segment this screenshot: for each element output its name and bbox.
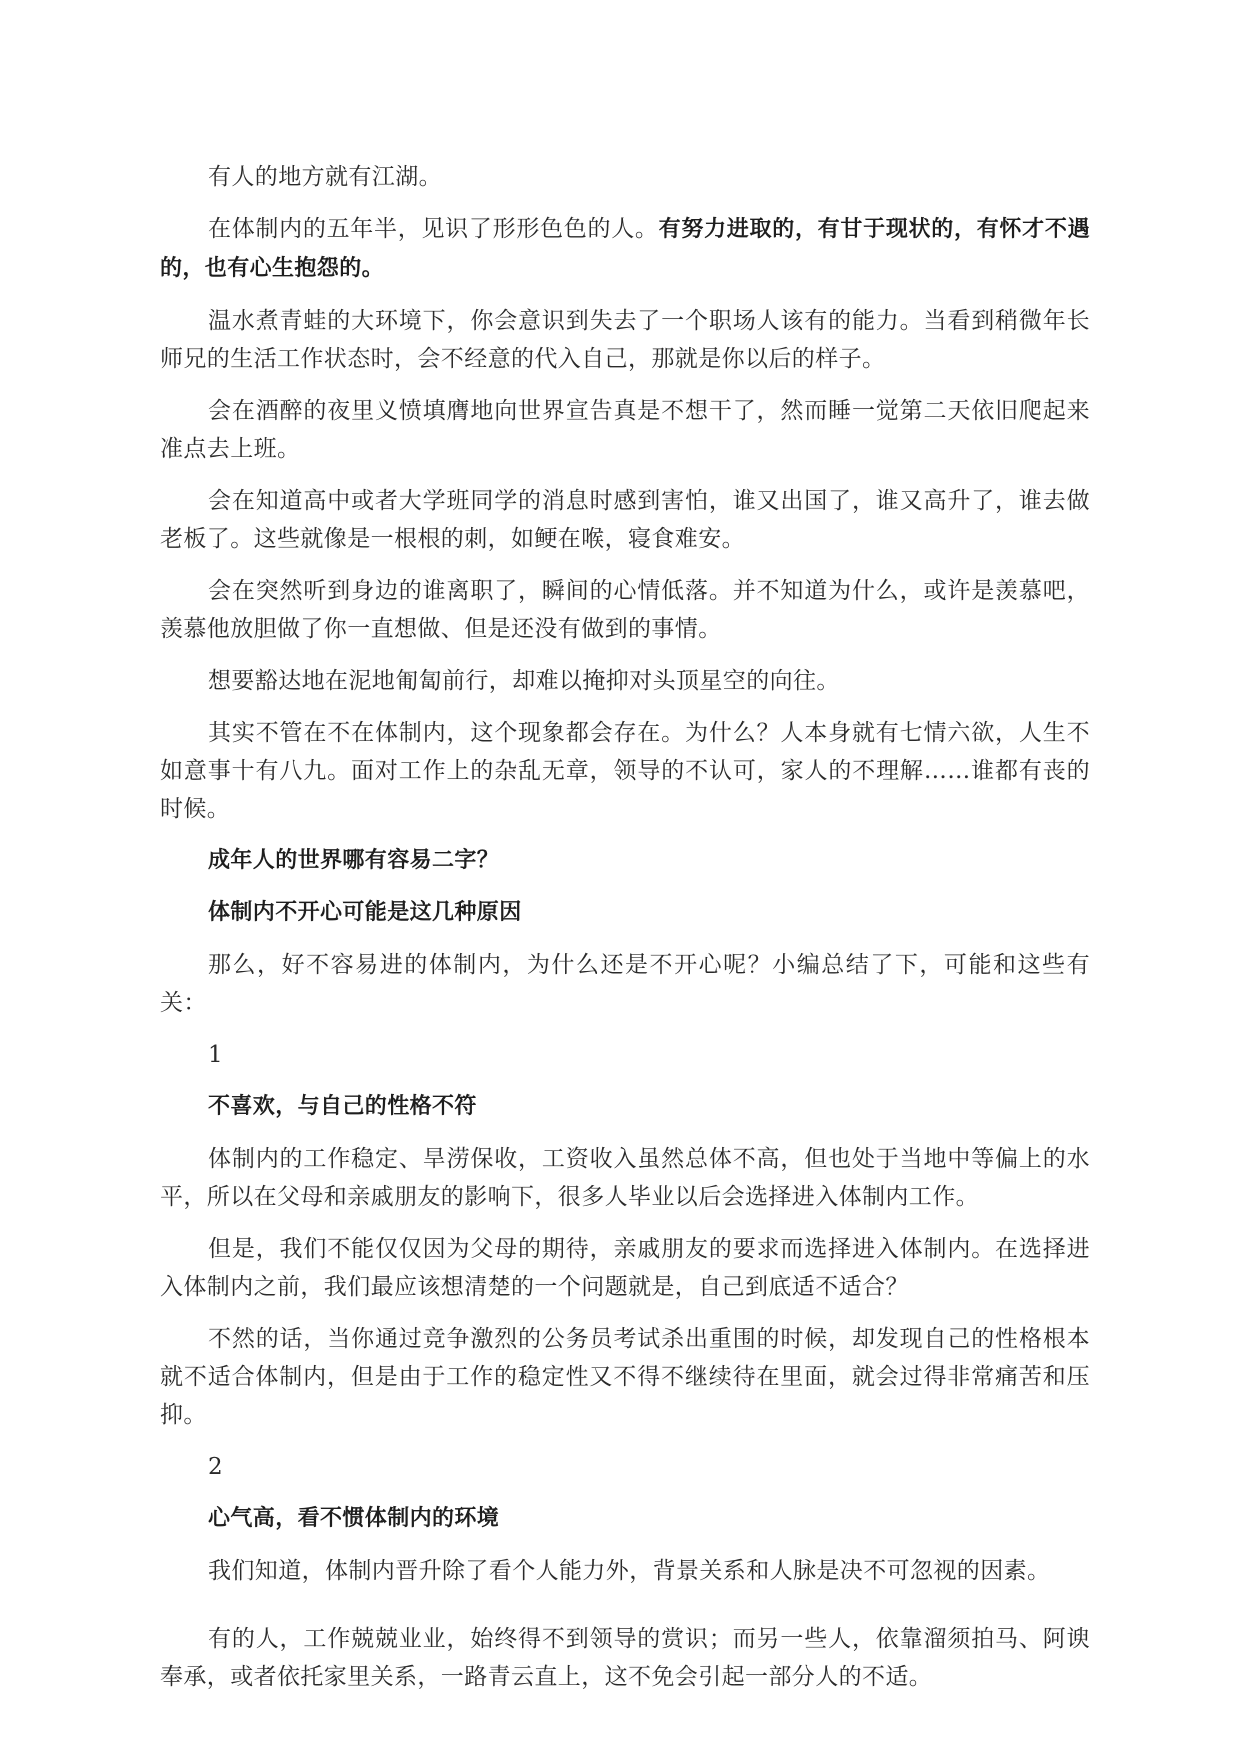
article-body bbox=[160, 158, 1090, 1710]
section-heading: 不喜欢，与自己的性格不符 bbox=[208, 1094, 477, 1119]
paragraph: 会在突然听到身边的谁离职了，瞬间的心情低落。并不知道为什么，或许是羡慕吧，羡慕他放胆做了你一直想做、但是还没有做到的事情。 bbox=[160, 578, 1090, 642]
paragraph: 那么，好不容易进的体制内，为什么还是不开心呢？小编总结了下，可能和这些有关： bbox=[160, 952, 1090, 1016]
paragraph: 温水煮青蛙的大环境下，你会意识到失去了一个职场人该有的能力。当看到稍微年长师兄的生活工作状态时，会不经意的代入自己，那就是你以后的样子。 bbox=[160, 308, 1090, 372]
paragraph: 不然的话，当你通过竞争激烈的公务员考试杀出重围的时候，却发现自己的性格根本就不适合体制内，但是由于工作的稳定性又不得不继续待在里面，就会过得非常痛苦和压抑。 bbox=[160, 1326, 1090, 1428]
paragraph-text: 在体制内的五年半，见识了形形色色的人。 bbox=[208, 216, 659, 242]
paragraph-bold-text: 有努力进取的，有甘于现状的，有怀才不遇的，也有心生抱怨的。 bbox=[160, 217, 1090, 281]
section-number: 1 bbox=[208, 1042, 224, 1068]
paragraph-mixed bbox=[160, 210, 1090, 288]
paragraph: 想要豁达地在泥地匍匐前行，却难以掩抑对头顶星空的向往。 bbox=[208, 668, 840, 694]
paragraph: 体制内的工作稳定、旱涝保收，工资收入虽然总体不高，但也处于当地中等偏上的水平，所以在父母和亲戚朋友的影响下，很多人毕业以后会选择进入体制内工作。 bbox=[160, 1146, 1090, 1210]
paragraph: 但是，我们不能仅仅因为父母的期待，亲戚朋友的要求而选择进入体制内。在选择进入体制内之前，我们最应该想清楚的一个问题就是，自己到底适不适合？ bbox=[160, 1236, 1090, 1300]
paragraph: 其实不管在不在体制内，这个现象都会存在。为什么？人本身就有七情六欲，人生不如意事十有八九。面对工作上的杂乱无章，领导的不认可，家人的不理解……谁都有丧的时候。 bbox=[160, 720, 1090, 822]
paragraph: 会在酒醉的夜里义愤填膺地向世界宣告真是不想干了，然而睡一觉第二天依旧爬起来准点去上班。 bbox=[160, 398, 1090, 462]
paragraph: 有的人，工作兢兢业业，始终得不到领导的赏识；而另一些人，依靠溜须拍马、阿谀奉承，或者依托家里关系，一路青云直上，这不免会引起一部分人的不适。 bbox=[160, 1626, 1090, 1690]
paragraph: 我们知道，体制内晋升除了看个人能力外，背景关系和人脉是决不可忽视的因素。 bbox=[208, 1558, 1051, 1584]
section-heading: 成年人的世界哪有容易二字？ bbox=[208, 848, 500, 873]
section-heading: 心气高，看不惯体制内的环境 bbox=[208, 1506, 500, 1531]
section-number: 2 bbox=[208, 1454, 224, 1480]
paragraph: 会在知道高中或者大学班同学的消息时感到害怕，谁又出国了，谁又高升了，谁去做老板了。这些就像是一根根的刺，如鲠在喉，寝食难安。 bbox=[160, 488, 1090, 552]
paragraph: 有人的地方就有江湖。 bbox=[208, 164, 442, 190]
section-heading: 体制内不开心可能是这几种原因 bbox=[208, 900, 522, 925]
